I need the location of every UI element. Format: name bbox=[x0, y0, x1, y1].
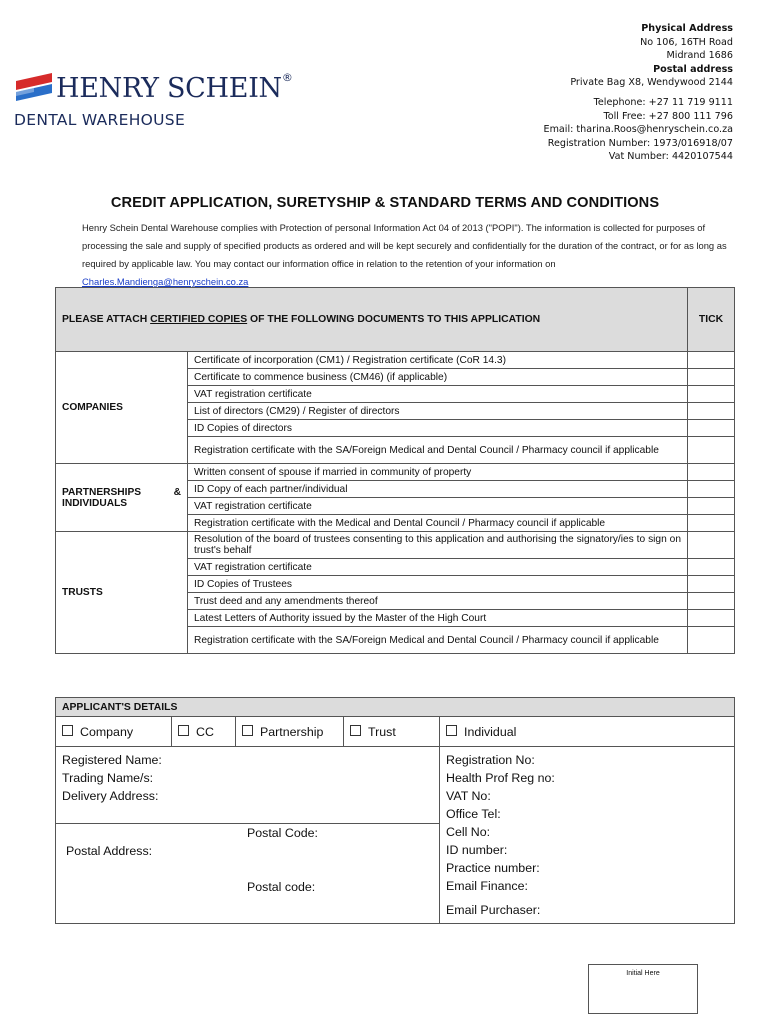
document-item: Latest Letters of Authority issued by the Master of the High Court bbox=[188, 610, 688, 627]
tick-box[interactable] bbox=[688, 369, 735, 386]
option-cc[interactable]: CC bbox=[172, 717, 236, 747]
document-item: Registration certificate with the SA/Foreign Medical and Dental Council / Pharmacy council if applicable bbox=[188, 627, 688, 654]
tick-box[interactable] bbox=[688, 627, 735, 654]
email-text: Email: tharina.Roos@henryschein.co.za bbox=[543, 124, 733, 136]
physical-address-line2: Midrand 1686 bbox=[666, 50, 733, 62]
tick-box[interactable] bbox=[688, 515, 735, 532]
registration-number-text: Registration Number: 1973/016918/07 bbox=[547, 137, 733, 149]
tick-box[interactable] bbox=[688, 386, 735, 403]
document-item: VAT registration certificate bbox=[188, 386, 688, 403]
postal-code-field-2[interactable]: Postal code: bbox=[247, 880, 316, 894]
tick-box[interactable] bbox=[688, 593, 735, 610]
email-finance-field[interactable]: Email Finance: bbox=[446, 879, 528, 893]
option-trust[interactable]: Trust bbox=[344, 717, 440, 747]
page-title: CREDIT APPLICATION, SURETYSHIP & STANDARD TERMS AND CONDITIONS bbox=[110, 195, 660, 211]
applicant-fields-row bbox=[56, 747, 735, 924]
document-item: List of directors (CM29) / Register of directors bbox=[188, 403, 688, 420]
document-item: ID Copy of each partner/individual bbox=[188, 481, 688, 498]
checkbox-cc[interactable] bbox=[178, 725, 189, 736]
document-item: ID Copies of Trustees bbox=[188, 576, 688, 593]
registered-name-field[interactable]: Registered Name: bbox=[62, 753, 162, 767]
popi-notice-text: Henry Schein Dental Warehouse complies with Protection of personal Information Act 04 of 2013 ("POPI"). The information is collected for purposes of processing the sale and supply of specified products as ordered and will be kept securely and confidentially for the duration of the contract, or for as long as required by applicable law. You may contact our information office in relation to the retention of your information on bbox=[82, 222, 727, 269]
table-row bbox=[56, 352, 735, 369]
tick-box[interactable] bbox=[688, 610, 735, 627]
health-prof-reg-field[interactable]: Health Prof Reg no: bbox=[446, 771, 555, 785]
toll-free-text: Toll Free: +27 800 111 796 bbox=[603, 110, 733, 122]
document-item: Certificate of incorporation (CM1) / Registration certificate (CoR 14.3) bbox=[188, 352, 688, 369]
checkbox-trust[interactable] bbox=[350, 725, 361, 736]
tick-box[interactable] bbox=[688, 498, 735, 515]
physical-address-label: Physical Address bbox=[641, 23, 733, 34]
document-item: Certificate to commence business (CM46) (if applicable) bbox=[188, 369, 688, 386]
required-documents-table bbox=[55, 287, 735, 654]
document-item: VAT registration certificate bbox=[188, 559, 688, 576]
left-fields-column bbox=[56, 747, 440, 924]
postal-address-field[interactable]: Postal Address: bbox=[66, 844, 153, 858]
practice-number-field[interactable]: Practice number: bbox=[446, 861, 540, 875]
postal-address-line1: Private Bag X8, Wendywood 2144 bbox=[570, 77, 733, 89]
applicant-details-table bbox=[55, 697, 735, 924]
info-officer-email-link[interactable]: Charles.Mandienga@henryschein.co.za bbox=[82, 276, 249, 287]
popi-notice bbox=[82, 219, 742, 291]
tick-box[interactable] bbox=[688, 464, 735, 481]
tick-box[interactable] bbox=[688, 352, 735, 369]
email-purchaser-field[interactable]: Email Purchaser: bbox=[446, 903, 541, 917]
logo-mark-icon bbox=[14, 73, 54, 105]
applicant-details-header: APPLICANT'S DETAILS bbox=[56, 698, 735, 717]
tick-box[interactable] bbox=[688, 437, 735, 464]
tick-column-header: TICK bbox=[688, 288, 735, 352]
logo-name: HENRY SCHEIN® bbox=[56, 71, 293, 104]
initial-here-box[interactable]: Initial Here bbox=[588, 964, 698, 1014]
table-row bbox=[56, 532, 735, 559]
right-fields-column bbox=[440, 747, 735, 924]
vat-number-text: Vat Number: 4420107544 bbox=[608, 151, 733, 163]
physical-address-line1: No 106, 16TH Road bbox=[640, 36, 733, 48]
document-item: Registration certificate with the SA/Foreign Medical and Dental Council / Pharmacy council if applicable bbox=[188, 437, 688, 464]
documents-header-text: PLEASE ATTACH CERTIFIED COPIES OF THE FOLLOWING DOCUMENTS TO THIS APPLICATION bbox=[56, 288, 688, 352]
tick-box[interactable] bbox=[688, 559, 735, 576]
document-item: VAT registration certificate bbox=[188, 498, 688, 515]
postal-code-field-1[interactable]: Postal Code: bbox=[247, 826, 318, 840]
category-partnerships: PARTNERSHIPS & INDIVIDUALS bbox=[56, 464, 188, 532]
office-tel-field[interactable]: Office Tel: bbox=[446, 807, 501, 821]
applicant-header-row bbox=[56, 698, 735, 717]
telephone-text: Telephone: +27 11 719 9111 bbox=[593, 96, 733, 108]
document-item: Resolution of the board of trustees consenting to this application and authorising the signatory/ies to sign on trust's behalf bbox=[188, 532, 688, 559]
checkbox-partnership[interactable] bbox=[242, 725, 253, 736]
entity-type-row bbox=[56, 717, 735, 747]
option-individual[interactable]: Individual bbox=[440, 717, 735, 747]
postal-address-label: Postal address bbox=[653, 63, 733, 75]
id-number-field[interactable]: ID number: bbox=[446, 843, 508, 857]
option-partnership[interactable]: Partnership bbox=[236, 717, 344, 747]
trading-name-field[interactable]: Trading Name/s: bbox=[62, 771, 154, 785]
tick-box[interactable] bbox=[688, 576, 735, 593]
table-row bbox=[56, 464, 735, 481]
vat-no-field[interactable]: VAT No: bbox=[446, 789, 491, 803]
option-company[interactable]: Company bbox=[56, 717, 172, 747]
registration-no-field[interactable]: Registration No: bbox=[446, 753, 535, 767]
delivery-address-field[interactable]: Delivery Address: bbox=[62, 789, 159, 803]
document-item: ID Copies of directors bbox=[188, 420, 688, 437]
tick-box[interactable] bbox=[688, 420, 735, 437]
company-address-block bbox=[544, 22, 733, 164]
tick-box[interactable] bbox=[688, 481, 735, 498]
cell-no-field[interactable]: Cell No: bbox=[446, 825, 491, 839]
document-item: Registration certificate with the Medical and Dental Council / Pharmacy council if applicable bbox=[188, 515, 688, 532]
logo-subtitle: DENTAL WAREHOUSE bbox=[14, 111, 186, 129]
checkbox-company[interactable] bbox=[62, 725, 73, 736]
checkbox-individual[interactable] bbox=[446, 725, 457, 736]
category-trusts: TRUSTS bbox=[56, 532, 188, 654]
tick-box[interactable] bbox=[688, 532, 735, 559]
tick-box[interactable] bbox=[688, 403, 735, 420]
documents-table-header bbox=[56, 288, 735, 352]
document-item: Trust deed and any amendments thereof bbox=[188, 593, 688, 610]
category-companies: COMPANIES bbox=[56, 352, 188, 464]
document-item: Written consent of spouse if married in community of property bbox=[188, 464, 688, 481]
